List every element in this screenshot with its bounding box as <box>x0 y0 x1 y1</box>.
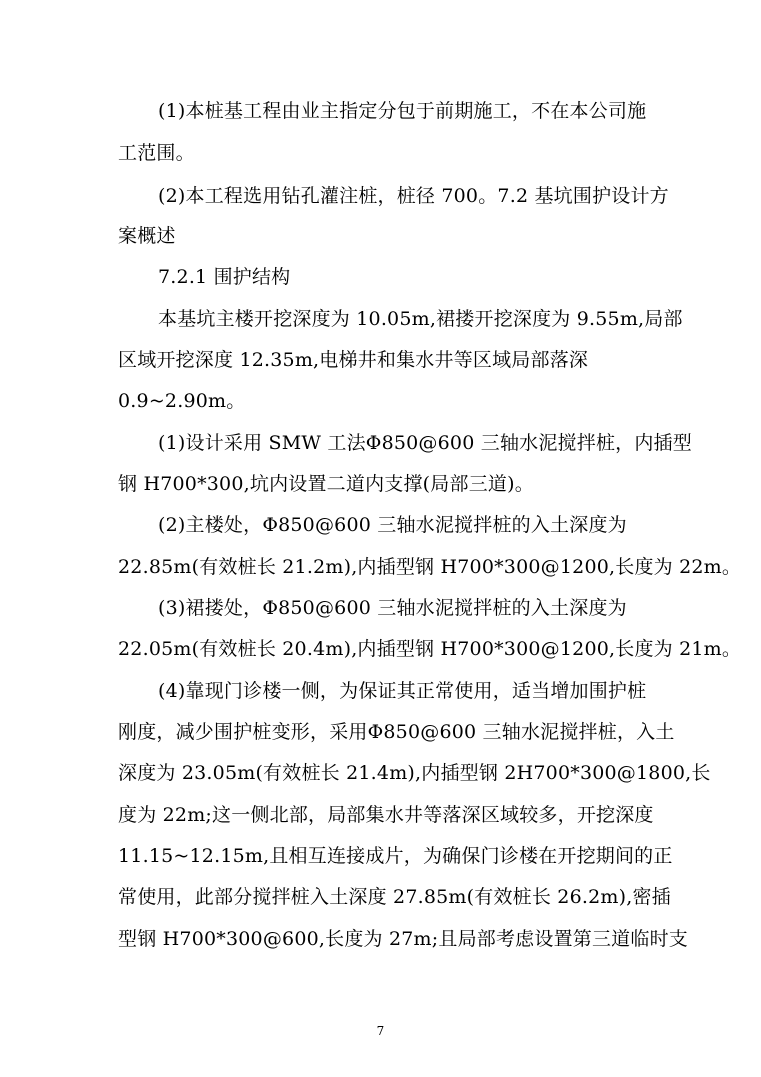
paragraph-1-line-2: 工范围。 <box>118 142 195 164</box>
item-4-line-6: 常使用，此部分搅拌桩入土深度 27.85m(有效桩长 26.2m),密插 <box>118 886 671 908</box>
item-4-line-1: (4)靠现门诊楼一侧，为保证其正常使用，适当增加围护桩 <box>158 680 647 702</box>
item-2-line-2: 22.85m(有效桩长 21.2m),内插型钢 H700*300@1200,长度为 22m。 <box>118 556 742 578</box>
item-4-line-2: 刚度，减少围护桩变形，采用Φ850@600 三轴水泥搅拌桩，入土 <box>118 721 675 743</box>
item-4-line-3: 深度为 23.05m(有效桩长 21.4m),内插型钢 2H700*300@1800,长 <box>118 762 711 784</box>
item-4-line-7: 型钢 H700*300@600,长度为 27m;且局部考虑设置第三道临时支 <box>118 928 688 950</box>
item-3-line-1: (3)裙搂处，Φ850@600 三轴水泥搅拌桩的入土深度为 <box>158 597 627 619</box>
item-4-line-4: 度为 22m;这一侧北部，局部集水井等落深区域较多，开挖深度 <box>118 804 654 826</box>
paragraph-3-line-3: 0.9~2.90m。 <box>118 390 246 412</box>
paragraph-2-line-2: 案概述 <box>118 225 176 247</box>
section-heading: 7.2.1 围护结构 <box>158 266 291 288</box>
item-4-line-5: 11.15~12.15m,且相互连接成片，为确保门诊楼在开挖期间的正 <box>118 845 673 867</box>
paragraph-2-line-1: (2)本工程选用钻孔灌注桩，桩径 700。7.2 基坑围护设计方 <box>158 185 669 207</box>
item-3-line-2: 22.05m(有效桩长 20.4m),内插型钢 H700*300@1200,长度为 21m。 <box>118 638 742 660</box>
item-1-line-1: (1)设计采用 SMW 工法Φ850@600 三轴水泥搅拌桩，内插型 <box>158 432 692 454</box>
item-2-line-1: (2)主楼处，Φ850@600 三轴水泥搅拌桩的入土深度为 <box>158 514 627 536</box>
paragraph-1-line-1: (1)本桩基工程由业主指定分包于前期施工，不在本公司施 <box>158 100 647 122</box>
paragraph-3-line-1: 本基坑主楼开挖深度为 10.05m,裙搂开挖深度为 9.55m,局部 <box>158 308 683 330</box>
page-number: 7 <box>376 1024 385 1038</box>
paragraph-3-line-2: 区域开挖深度 12.35m,电梯井和集水井等区域局部落深 <box>118 349 589 371</box>
item-1-line-2: 钢 H700*300,坑内设置二道内支撑(局部三道)。 <box>118 473 534 495</box>
